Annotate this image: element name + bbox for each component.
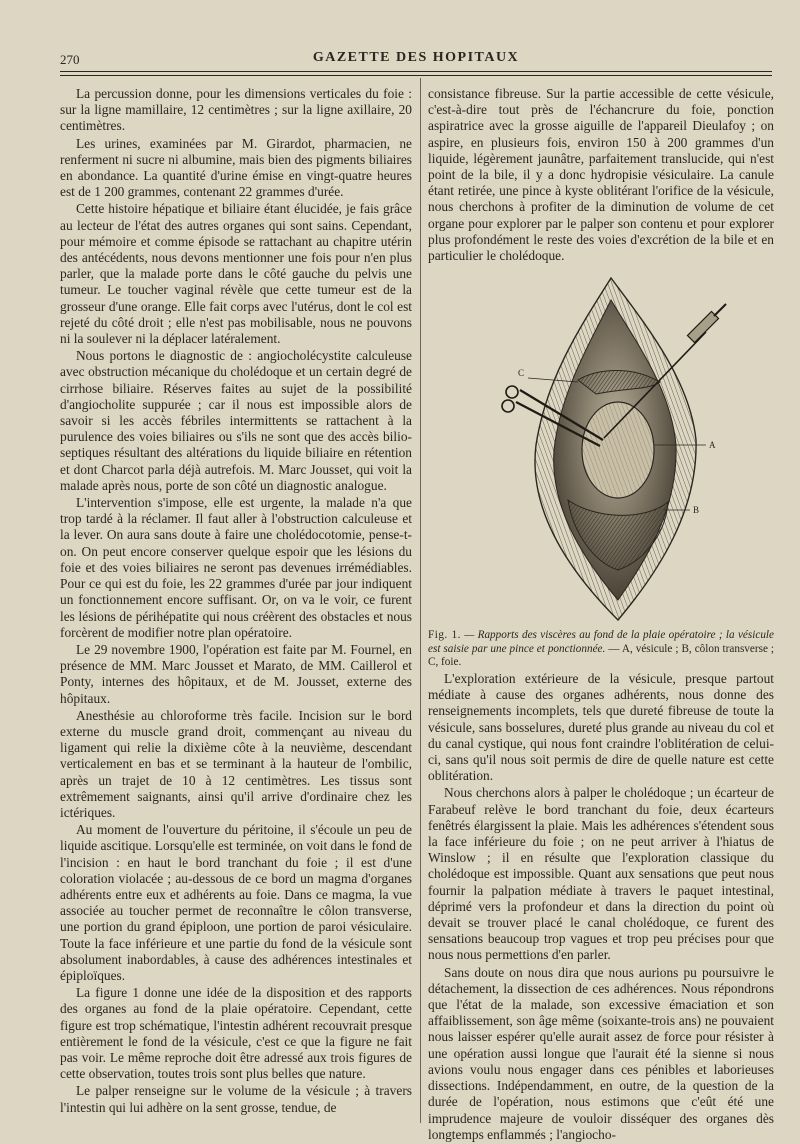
left-column bbox=[60, 86, 412, 1117]
paragraph: Les urines, examinées par M. Girardot, pharmacien, ne renferment ni sucre ni albumine, mais bien des pigments biliaires en abondance. La quantité d'urine émise en vingt-quatre heures est de 1 200 grammes, contenant 22 grammes d'urée. bbox=[60, 135, 412, 200]
paragraph: consistance fibreuse. Sur la partie accessible de cette vésicule, c'est-à-dire tout près de l'échancrure du foie, ponction aspiratrice avec la grosse aiguille de l'appareil Dieulafoy ; on aspire, en plusieurs fois, environ 150 à 200 grammes d'un liquide, légèrement jaunâtre, parfaitement translucide, qui n'est point de la bile, il y a donc hydropisie vésiculaire. La canule étant retirée, une pince à kyste oblitérant l'orifice de la vésicule, nous cherchons à profiter de la diminution de volume de cet organe pour explorer par le palper son contenu et pour explorer plus profondément le reste des voies d'excrétion de la bile et en particulier le cholédoque. bbox=[428, 86, 774, 264]
figure-caption bbox=[428, 629, 774, 670]
paragraph: Au moment de l'ouverture du péritoine, il s'écoule un peu de liquide ascitique. Lorsqu'elle est terminée, on voit dans le fond de l'incision : en haut le bord tranchant du foie ; il est d'une coloration violacée ; au-dessous de ce bord un magma d'organes adhérents entre eux et adhérents au foie. Dans ce magma, la vue associée au toucher permet de reconnaître le côlon transverse, une portion du grand épiploon, une portion de paroi vésiculaire. Toute la face inférieure et une partie du fond de la vésicule sont absolument inabordables, à cause des adhérences intestinales et épiploïques. bbox=[60, 822, 412, 983]
surgical-illustration bbox=[428, 270, 774, 625]
paragraph: Cette histoire hépatique et biliaire étant élucidée, je fais grâce au lecteur de l'état des autres organes qui sont sains. Cependant, pour mémoire et comme épisode se rattachant au chapitre utérin des antécédents, nous devons mentionner une fois pour n'en plus parler, que la malade porte dans le côté gauche du pelvis une tumeur. Le toucher vaginal révèle que cette tumeur est de la grosseur d'une orange. Elle fait corps avec l'utérus, dont le col est rejeté du côté droit ; elle n'est pas mobilisable, nous ne pouvons ni la soulever ni la déplacer latéralement. bbox=[60, 201, 412, 347]
caption-italic: — Rapports des viscères au fond de la plaie opératoire ; la vésicule est saisie par une pince et ponctionnée. bbox=[428, 629, 774, 655]
paragraph: L'intervention s'impose, elle est urgente, la malade n'a que trop tardé à la réclamer. Il faut aller à l'obstruction calculeuse et la lever. On aura sans doute à faire une cholédocotomie, pense-t-on. On peut encore conserver quelque espoir que les lésions du foie et des voies biliaires ne seront pas devenues irrémédiables. Pour ce qui est du foie, les 22 grammes d'urée par jour indiquent un fonctionnement encore suffisant. Or, on va le voir, ce furent les lésions de périhépatite qui nous créèrent des obstacles et nous forcèrent de modifier notre plan opératoire. bbox=[60, 495, 412, 640]
header-rule bbox=[60, 71, 772, 72]
paragraph: Sans doute on nous dira que nous aurions pu poursuivre le détachement, la dissection de ces adhérences. Nous répondrons que l'état de la malade, son excessive émaciation et son affaiblissement, son âge même (soixante-trois ans) ne pouvaient nous laisser espérer qu'elle aurait assez de force pour résister à une opération aussi longue que l'aurait été la sienne si nous avions voulu nous engager dans ces pénibles et laborieuses dissections. Indépendamment, en outre, de la question de la durée de l'opération, nous estimons que c'eût été une imprudence majeure de vouloir disséquer des organes dès longtemps enflammés ; l'angiocho- bbox=[428, 964, 774, 1142]
figure-label-a: A bbox=[709, 440, 716, 451]
paragraph: Nous portons le diagnostic de : angiocholécystite calculeuse avec obstruction mécanique du cholédoque et un certain degré de cirrhose biliaire. Réserves faites au sujet de la possibilité d'angiocholite suppurée ; car il nous est impossible alors de savoir si les accès fébriles intermittents se rattachent à la purulence des voies biliaires ou s'ils ne sont que des accès bilio-septiques résultant des altérations du liquide biliaire en rétention et dont Charcot parla déjà autrefois. M. Marc Jousset, qui voit la malade après nous, porte de son côté un diagnostic analogue. bbox=[60, 348, 412, 493]
caption-rest: — A, vésicule ; B, côlon transverse ; C, foie. bbox=[428, 642, 775, 669]
paragraph: Le palper renseigne sur le volume de la vésicule ; à travers l'intestin qui lui adhère on la sent grosse, tendue, de bbox=[60, 1083, 412, 1115]
page-header bbox=[60, 48, 772, 70]
paragraph: Anesthésie au chloroforme très facile. Incision sur le bord externe du muscle grand droit, commençant au niveau du ligament qui relie la dixième côte à la neuvième, descendant verticalement en bas et se terminant à la hauteur de l'ombilic, après un trajet de 10 à 12 centimètres. Les tissus sont extrêmement saignants, ainsi qu'il arrive d'ordinaire chez les ictériques. bbox=[60, 707, 412, 820]
surgical-figure bbox=[428, 270, 774, 625]
paragraph: Nous cherchons alors à palper le cholédoque ; un écarteur de Farabeuf relève le bord tranchant du foie, deux écarteurs fenêtrés élargissent la plaie. Mais les adhérences s'étendent sous la face inférieure du foie ; on ne peut arriver à l'hiatus de Winslow ; il en résulte que l'exploration classique du cholédoque est impossible. Quant aux sensations que peut nous fournir la palpation médiate à travers le paquet intestinal, déprimé vers la profondeur et dans la direction du point où devait se trouver placé le canal cholédoque, ce furent des sensations beaucoup trop vagues et trop peu précises pour que nous nous permettions d'en parler. bbox=[428, 785, 774, 963]
caption-label: Fig. 1. bbox=[428, 629, 461, 642]
figure-label-b: B bbox=[693, 505, 700, 516]
paragraph: L'exploration extérieure de la vésicule, presque partout médiate à cause des organes adhérents, nous donne des renseignements incomplets, tels que dureté fibreuse de toute la vésicule, sans bosselures, dureté plus grande au niveau du col et du canal cystique, qui nous font craindre l'oblitération de celui-ci, sans qu'il nous soit permis de dire de quelle nature est cette oblitération. bbox=[428, 671, 774, 784]
column-divider bbox=[420, 78, 421, 1123]
journal-title: GAZETTE DES HOPITAUX bbox=[312, 50, 520, 65]
page-number: 270 bbox=[60, 52, 80, 67]
paragraph: La figure 1 donne une idée de la disposition et des rapports des organes au fond de la plaie opératoire. Cependant, cette figure est trop schématique, l'intestin adhérent recouvrait presque entièrement le fond de la vésicule, c'est ce que la figure ne fait pas voir. Le même reproche doit être adressé aux trois figures de cette observation, toutes trois sont plus belles que nature. bbox=[60, 985, 412, 1082]
paragraph: La percussion donne, pour les dimensions verticales du foie : sur la ligne mamillaire, 12 centimètres ; sur la ligne axillaire, 20 centimètres. bbox=[60, 86, 412, 134]
right-column bbox=[428, 86, 774, 1144]
figure-label-c: C bbox=[518, 368, 525, 379]
header-rule-double bbox=[60, 75, 772, 76]
paragraph: Le 29 novembre 1900, l'opération est faite par M. Fournel, en présence de MM. Marc Jousset et Marato, de MM. Caillerol et Ponty, internes des hôpitaux, et de M. Jousset, externe des hôpitaux. bbox=[60, 641, 412, 706]
